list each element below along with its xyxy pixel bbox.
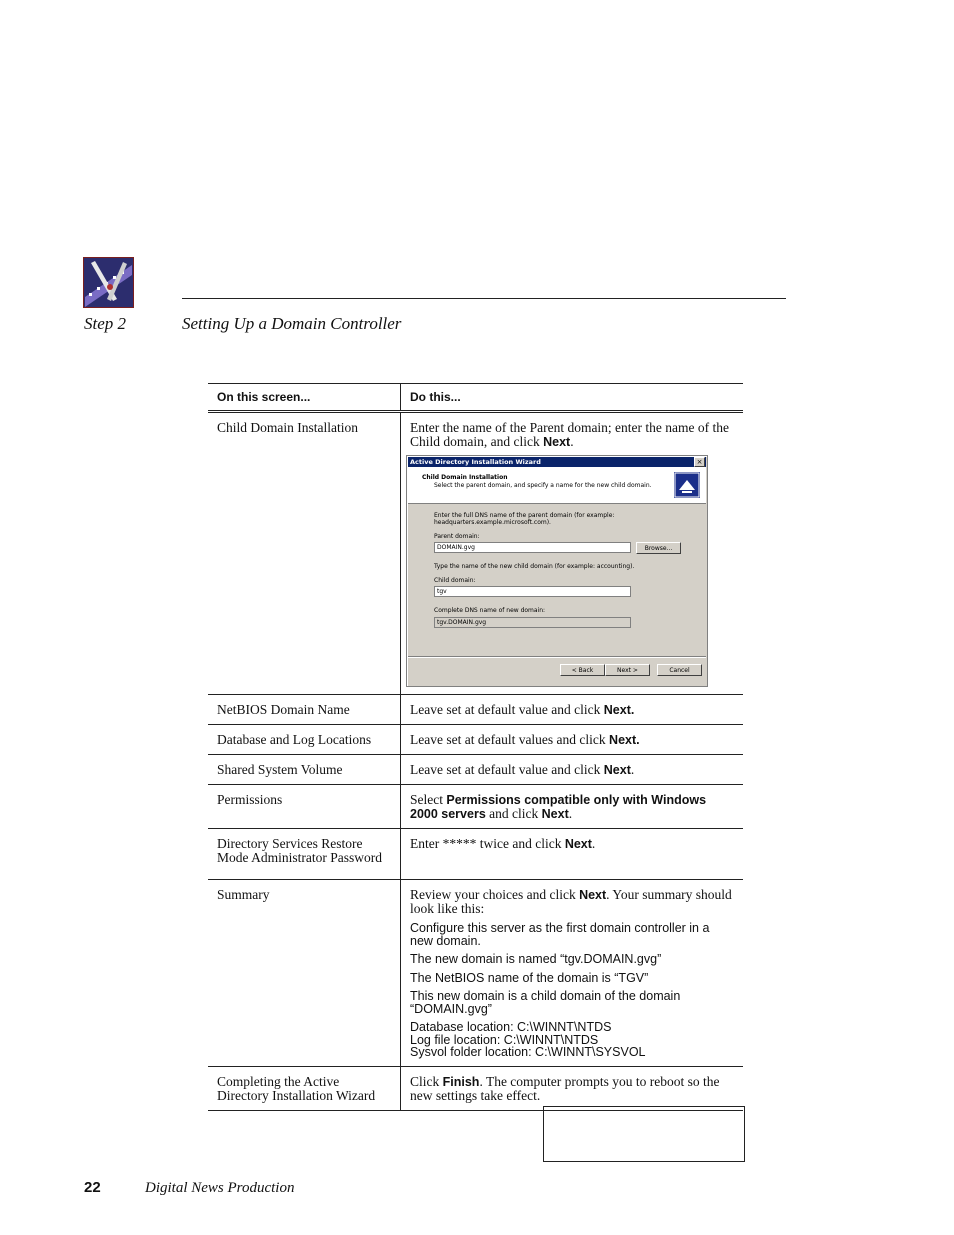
action-text: Enter ***** twice and click xyxy=(410,836,565,851)
screen-name: Child Domain Installation xyxy=(208,412,401,695)
screen-name: Permissions xyxy=(208,785,401,829)
action-text: Leave set at default values and click xyxy=(410,732,610,747)
action-cell xyxy=(401,785,744,829)
header-rule xyxy=(182,298,786,299)
step-label: Step 2 xyxy=(84,314,127,333)
column-header-action: Do this... xyxy=(401,384,744,412)
action-text: Click xyxy=(410,1073,443,1089)
action-bold-2: Next xyxy=(541,807,569,821)
summary-line: The NetBIOS name of the domain is “TGV” xyxy=(410,970,649,985)
summary-line: Log file location: C:\WINNT\NTDS xyxy=(410,1032,599,1047)
action-text-end: . xyxy=(630,762,635,777)
action-text: Select xyxy=(410,792,447,807)
page-number: 22 xyxy=(84,1179,101,1196)
action-bold: Next xyxy=(564,837,592,851)
action-bold: Next xyxy=(579,888,607,902)
child-domain-prompt: Type the name of the new child domain (for example: accounting). xyxy=(434,563,635,570)
action-bold: Next. xyxy=(609,733,640,747)
close-icon[interactable]: × xyxy=(694,457,705,467)
table-row xyxy=(208,695,743,725)
dialog-title: Active Directory Installation Wizard xyxy=(408,457,706,467)
parent-domain-label: Parent domain: xyxy=(434,533,480,540)
action-text: Enter the name of the Parent domain; enter the name of the Child domain, and click xyxy=(410,420,730,449)
action-cell xyxy=(401,880,744,1067)
table-row xyxy=(208,412,743,695)
action-text-end: . xyxy=(570,434,574,449)
table-row xyxy=(208,785,743,829)
summary-line: This new domain is a child domain of the domain “DOMAIN.gvg” xyxy=(410,989,681,1016)
blank-callout-box xyxy=(543,1106,745,1162)
book-title: Digital News Production xyxy=(145,1180,295,1196)
table-row xyxy=(208,1066,743,1110)
instructions-table xyxy=(208,383,743,1111)
screen-name: Summary xyxy=(208,880,401,1067)
screen-name: Directory Services Restore Mode Administrator Password xyxy=(208,829,401,880)
action-cell xyxy=(401,412,744,695)
table-row xyxy=(208,755,743,785)
dns-prompt-line-2: headquarters.example.microsoft.com). xyxy=(434,519,551,526)
action-bold: Finish xyxy=(442,1074,480,1089)
action-text-end: . Your summary should look like this: xyxy=(410,887,732,916)
column-header-screen: On this screen... xyxy=(208,384,401,412)
complete-dns-field: tgv.DOMAIN.gvg xyxy=(434,617,631,628)
section-title: Setting Up a Domain Controller xyxy=(182,314,402,333)
action-bold: Next xyxy=(543,435,571,449)
parent-domain-input[interactable]: DOMAIN.gvg xyxy=(434,542,631,553)
product-logo-icon xyxy=(83,257,134,308)
action-text-end: . The computer prompts you to reboot so the new settings take effect. xyxy=(410,1073,720,1103)
screen-name: Shared System Volume xyxy=(208,755,401,785)
child-domain-input[interactable]: tgv xyxy=(434,586,631,597)
dialog-subheading: Select the parent domain, and specify a name for the new child domain. xyxy=(434,482,652,489)
action-text-mid: and click xyxy=(485,806,542,821)
action-bold: Next. xyxy=(603,703,635,717)
complete-dns-label: Complete DNS name of new domain: xyxy=(434,607,546,614)
action-text-end: . xyxy=(591,836,596,851)
action-cell xyxy=(401,1066,744,1110)
summary-line: Sysvol folder location: C:\WINNT\SYSVOL xyxy=(410,1045,646,1059)
table-row xyxy=(208,829,743,880)
action-cell xyxy=(401,829,744,880)
screen-name: Completing the Active Directory Installation Wizard xyxy=(208,1066,401,1110)
action-cell xyxy=(401,725,744,755)
back-button[interactable]: < Back xyxy=(560,664,605,676)
summary-line: The new domain is named “tgv.DOMAIN.gvg” xyxy=(410,952,662,966)
action-text: Review your choices and click xyxy=(410,887,580,902)
screen-name: NetBIOS Domain Name xyxy=(208,695,401,725)
action-text: Leave set at default value and click xyxy=(410,702,604,717)
action-bold: Permissions compatible only with Windows 2000 servers xyxy=(410,793,707,821)
wizard-dialog-screenshot xyxy=(406,455,708,687)
dialog-heading: Child Domain Installation xyxy=(422,474,508,481)
child-domain-label: Child domain: xyxy=(434,577,476,584)
summary-line: Configure this server as the first domain controller in a new domain. xyxy=(410,921,710,948)
summary-line: Database location: C:\WINNT\NTDS xyxy=(410,1020,612,1034)
directory-icon xyxy=(674,472,700,498)
action-text: Leave set at default value and click xyxy=(410,762,604,777)
next-button[interactable]: Next > xyxy=(605,664,650,676)
action-bold: Next xyxy=(603,763,631,777)
table-row xyxy=(208,880,743,1067)
cancel-button[interactable]: Cancel xyxy=(657,664,702,676)
action-cell xyxy=(401,695,744,725)
browse-button[interactable]: Browse... xyxy=(636,542,681,554)
action-text-end: . xyxy=(568,806,573,821)
screen-name: Database and Log Locations xyxy=(208,725,401,755)
dialog-separator xyxy=(408,656,706,658)
dialog-header xyxy=(408,467,706,504)
table-header-row xyxy=(208,384,743,412)
action-cell xyxy=(401,755,744,785)
table-row xyxy=(208,725,743,755)
dns-prompt-line-1: Enter the full DNS name of the parent domain (for example: xyxy=(434,512,615,519)
